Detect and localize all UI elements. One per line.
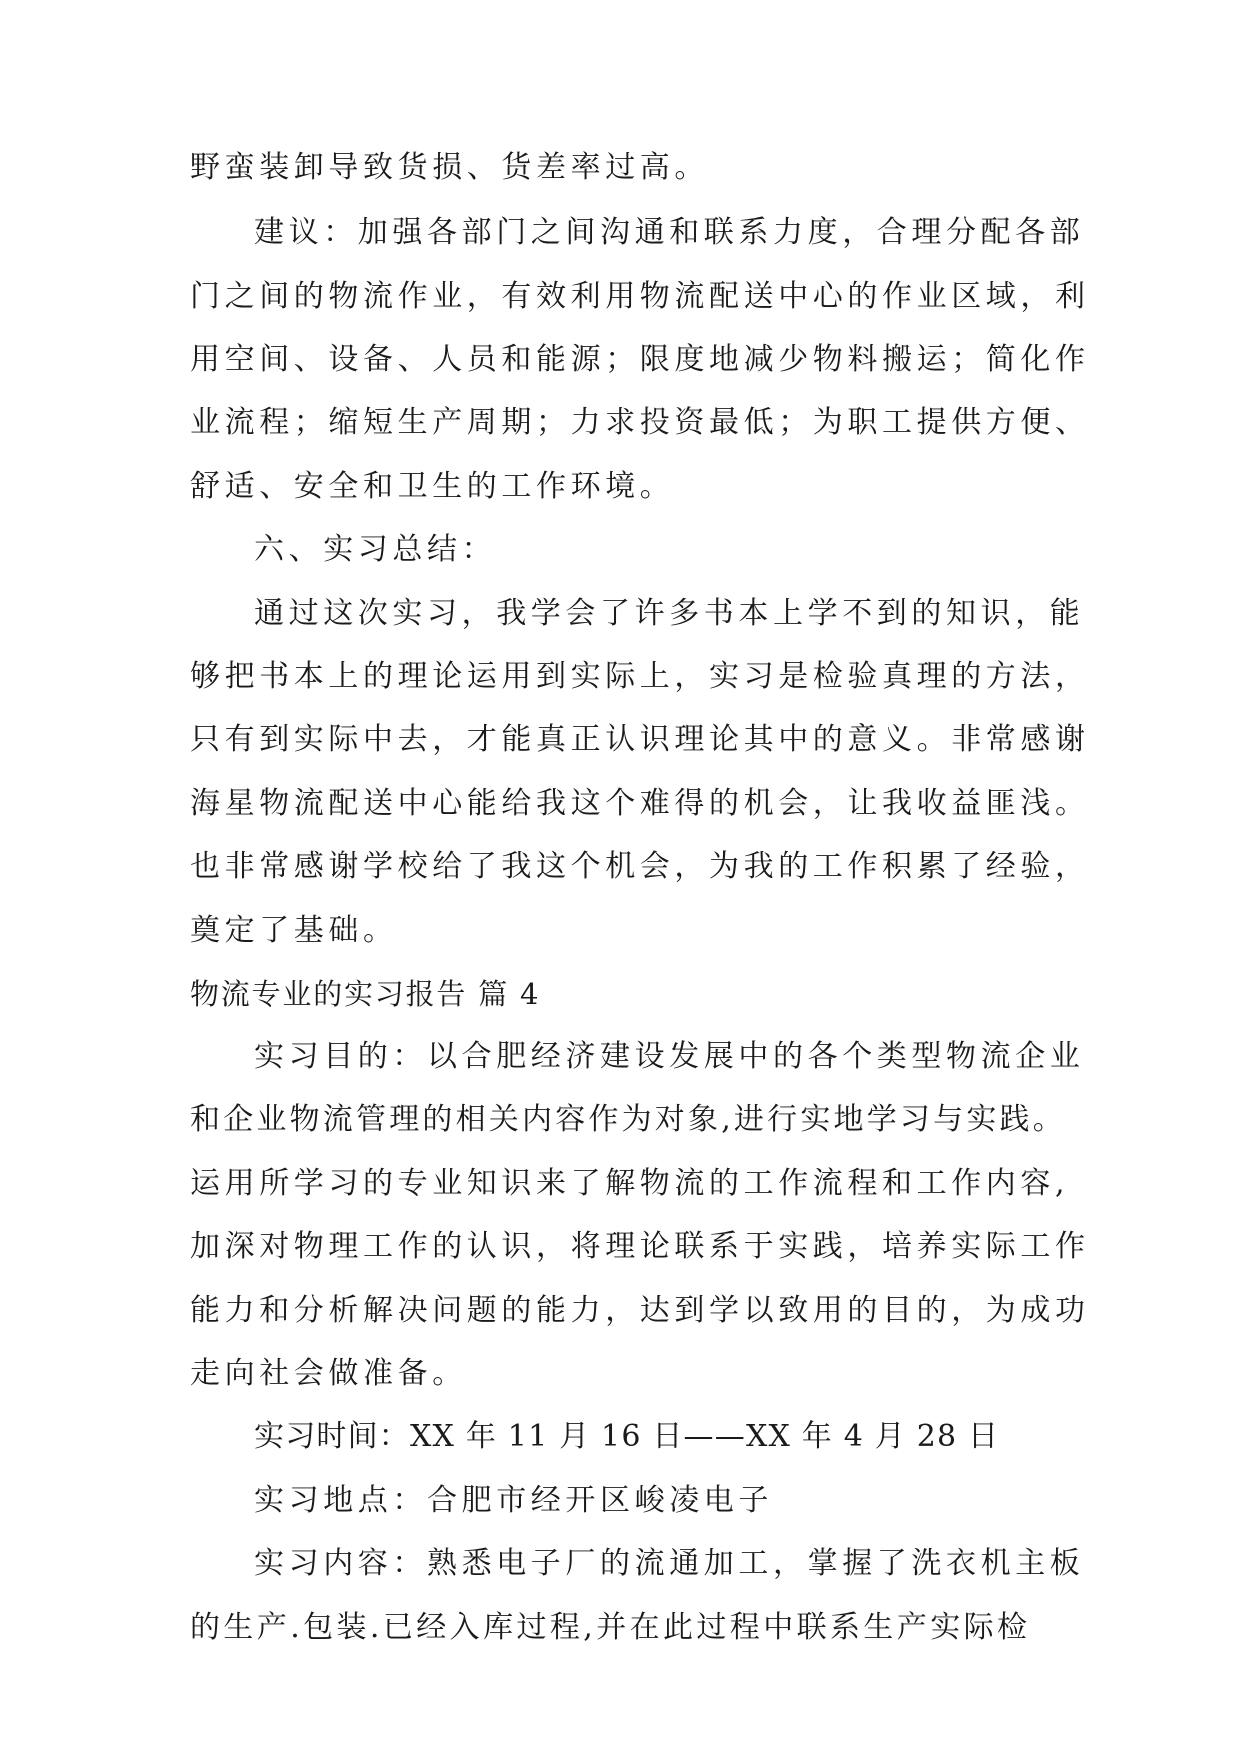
paragraph-line: 走向社会做准备。 [190,1356,467,1391]
paragraph-line: 实习目的：以合肥经济建设发展中的各个类型物流企业 [254,1039,1085,1074]
paragraph-line: 实习时间：XX 年 11 月 16 日——XX 年 4 月 28 日 [254,1419,1000,1454]
paragraph-line: 建议：加强各部门之间沟通和联系力度，合理分配各部 [254,215,1085,250]
paragraph-line: 够把书本上的理论运用到实际上，实习是检验真理的方法， [190,659,1090,694]
paragraph-line: 业流程；缩短生产周期；力求投资最低；为职工提供方便、 [190,405,1090,440]
paragraph-line: 海星物流配送中心能给我这个难得的机会，让我收益匪浅。 [190,786,1090,821]
paragraph-line: 和企业物流管理的相关内容作为对象,进行实地学习与实践。 [190,1102,1066,1137]
paragraph-line: 奠定了基础。 [190,913,398,948]
paragraph-line: 野蛮装卸导致货损、货差率过高。 [190,150,709,185]
paragraph-line: 只有到实际中去，才能真正认识理论其中的意义。非常感谢 [190,722,1090,757]
paragraph-line: 用空间、设备、人员和能源；限度地减少物料搬运；简化作 [190,342,1090,377]
document-title: 物流专业的实习报告 篇 4 [190,977,541,1011]
paragraph-line: 也非常感谢学校给了我这个机会，为我的工作积累了经验， [190,849,1090,884]
paragraph-line: 能力和分析解决问题的能力，达到学以致用的目的，为成功 [190,1293,1090,1328]
paragraph-line: 实习地点：合肥市经开区峻凌电子 [254,1483,773,1518]
paragraph-line: 实习内容：熟悉电子厂的流通加工，掌握了洗衣机主板 [254,1546,1085,1581]
paragraph-line: 门之间的物流作业，有效利用物流配送中心的作业区域，利 [190,279,1090,314]
paragraph-line: 加深对物理工作的认识，将理论联系于实践，培养实际工作 [190,1229,1090,1264]
paragraph-line: 通过这次实习，我学会了许多书本上学不到的知识，能 [254,596,1085,631]
paragraph-line: 舒适、安全和卫生的工作环境。 [190,469,675,504]
paragraph-line: 运用所学习的专业知识来了解物流的工作流程和工作内容, [190,1166,1070,1201]
paragraph-line: 的生产.包装.已经入库过程,并在此过程中联系生产实际检 [190,1610,1031,1645]
section-heading: 六、实习总结： [254,532,497,567]
